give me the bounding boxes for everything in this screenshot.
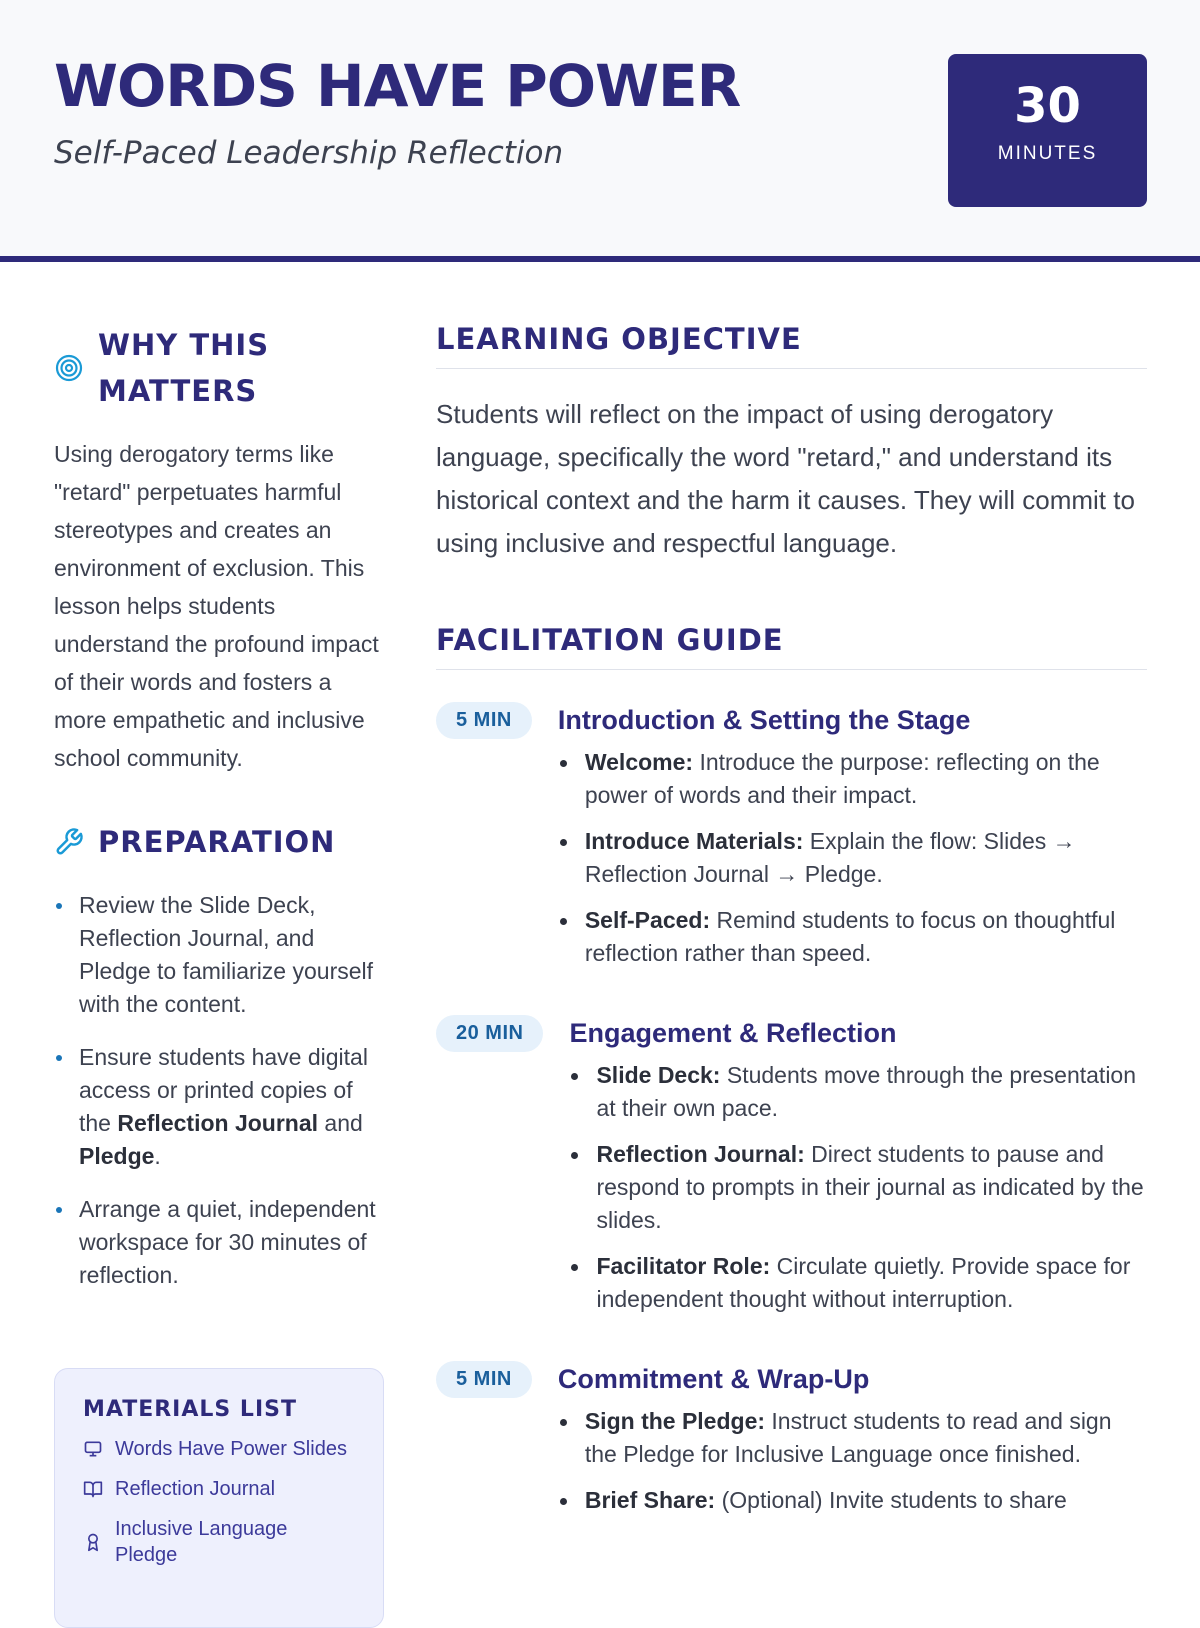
step-title: Commitment & Wrap-Up [557,1364,870,1394]
main-content [436,322,1147,1530]
monitor-icon [83,1439,103,1459]
duration-value: 30 [1014,78,1081,134]
step-list [569,1059,1147,1316]
page-subtitle: Self-Paced Leadership Reflection [54,135,564,171]
list-item: Arrange a quiet, independent workspace for 30 minutes of reflection. [54,1193,384,1292]
list-item: Introduce Materials: Explain the flow: Slides → Reflection Journal → Pledge. [558,825,1147,891]
award-icon [83,1532,103,1552]
material-item-pledge[interactable] [83,1516,355,1568]
guide-step-engagement [436,1015,1147,1329]
list-item: Self-Paced: Remind students to focus on thoughtful reflection rather than speed. [558,904,1147,970]
why-text: Using derogatory terms like "retard" perpetuates harmful stereotypes and creates an environment of exclusion. This lesson helps students understand the profound impact of their words and fosters a more empathetic and inclusive school community. [54,440,379,771]
material-item-slides[interactable] [83,1436,355,1462]
list-item: Sign the Pledge: Instruct students to read and sign the Pledge for Inclusive Language once finished. [558,1405,1147,1471]
time-badge: 5 MIN [436,1361,532,1398]
objective-heading: LEARNING OBJECTIVE [436,322,1147,369]
list-item: Facilitator Role: Circulate quietly. Provide space for independent thought without interruption. [569,1250,1147,1316]
duration-badge [948,54,1147,207]
step-title: Introduction & Setting the Stage [557,705,971,735]
book-icon [83,1479,103,1499]
page-title: WORDS HAVE POWER [54,52,741,120]
material-link[interactable]: Words Have Power Slides [115,1438,347,1460]
step-list [558,1405,1147,1517]
wrench-icon [54,827,84,857]
list-item: Brief Share: (Optional) Invite students to share [558,1484,1147,1517]
preparation-heading-label: PREPARATION [98,824,336,859]
objective-text: Students will reflect on the impact of using derogatory language, specifically the word "retard," and understand its historical context and the harm it causes. They will commit to using inclusive and respectful language. [436,399,1135,558]
list-item: Review the Slide Deck, Reflection Journal, and Pledge to familiarize yourself with the content. [54,889,384,1021]
why-heading-label: WHY THIS MATTERS [98,328,270,409]
preparation-heading [54,819,384,865]
step-list [558,746,1147,970]
sidebar [54,322,384,1312]
step-title: Engagement & Reflection [569,1018,897,1048]
guide-heading: FACILITATION GUIDE [436,623,1147,670]
material-link[interactable]: Inclusive Language Pledge [115,1518,288,1566]
list-item: Slide Deck: Students move through the presentation at their own pace. [569,1059,1147,1125]
material-item-journal[interactable] [83,1476,355,1502]
time-badge: 20 MIN [436,1015,543,1052]
list-item: Welcome: Introduce the purpose: reflecting on the power of words and their impact. [558,746,1147,812]
guide-step-commitment [436,1361,1147,1530]
guide-step-introduction [436,702,1147,983]
why-heading [54,322,384,415]
target-icon [54,353,84,383]
preparation-list [54,889,384,1292]
list-item: Ensure students have digital access or printed copies of the Reflection Journal and Pledge. [54,1041,384,1173]
list-item: Reflection Journal: Direct students to pause and respond to prompts in their journal as indicated by the slides. [569,1138,1147,1237]
material-link[interactable]: Reflection Journal [115,1478,276,1500]
time-badge: 5 MIN [436,702,532,739]
materials-card [54,1368,384,1628]
duration-unit: MINUTES [997,142,1098,164]
page-header [0,0,1200,262]
materials-heading: MATERIALS LIST [83,1397,297,1422]
